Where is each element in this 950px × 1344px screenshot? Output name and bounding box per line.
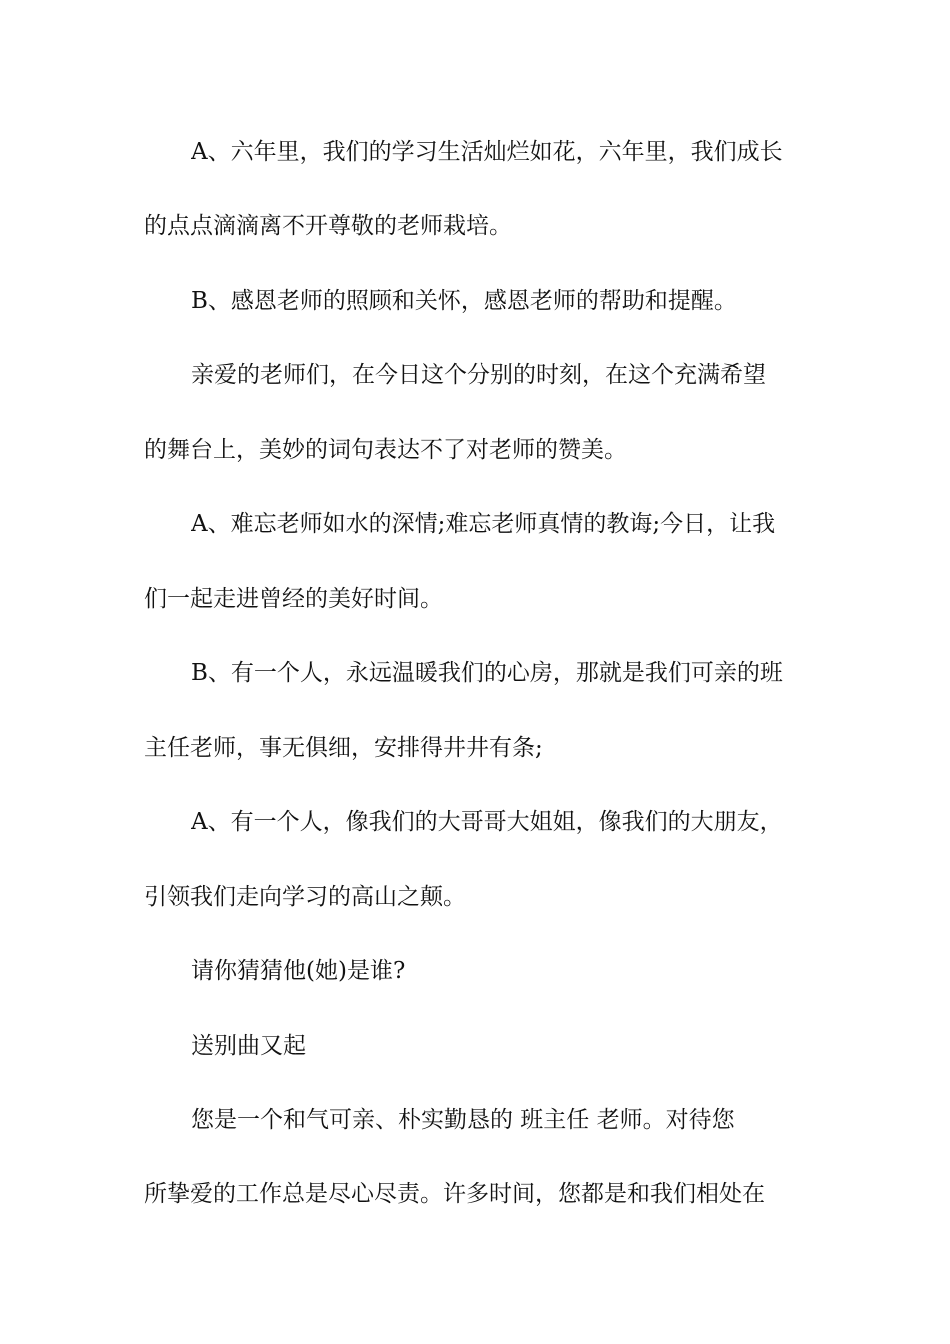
text-line-4: 亲爱的老师们，在今日这个分别的时刻，在这个充满希望 [191, 362, 766, 388]
text-line-6: A、难忘老师如水的深情;难忘老师真情的教诲;今日，让我 [191, 511, 776, 537]
text-line-2: 的点点滴滴离不开尊敬的老师栽培。 [144, 213, 512, 239]
text-line-13: 送别曲又起 [191, 1033, 306, 1059]
text-line-11: 引领我们走向学习的高山之颠。 [144, 884, 466, 910]
text-line-15: 所挚爱的工作总是尽心尽责。许多时间，您都是和我们相处在 [144, 1181, 765, 1207]
text-line-14: 您是一个和气可亲、朴实勤恳的 班主任 老师。对待您 [191, 1107, 735, 1133]
text-line-12: 请你猜猜他(她)是谁? [191, 958, 406, 984]
text-line-3: B、感恩老师的照顾和关怀，感恩老师的帮助和提醒。 [191, 288, 737, 314]
text-line-10: A、有一个人，像我们的大哥哥大姐姐，像我们的大朋友， [191, 809, 783, 835]
text-line-1: A、六年里，我们的学习生活灿烂如花，六年里，我们成长 [191, 139, 783, 165]
text-line-7: 们一起走进曾经的美好时间。 [144, 586, 443, 612]
text-line-9: 主任老师，事无俱细，安排得井井有条; [144, 735, 543, 761]
text-line-8: B、有一个人，永远温暖我们的心房，那就是我们可亲的班 [191, 660, 783, 686]
text-line-5: 的舞台上，美妙的词句表达不了对老师的赞美。 [144, 437, 627, 463]
